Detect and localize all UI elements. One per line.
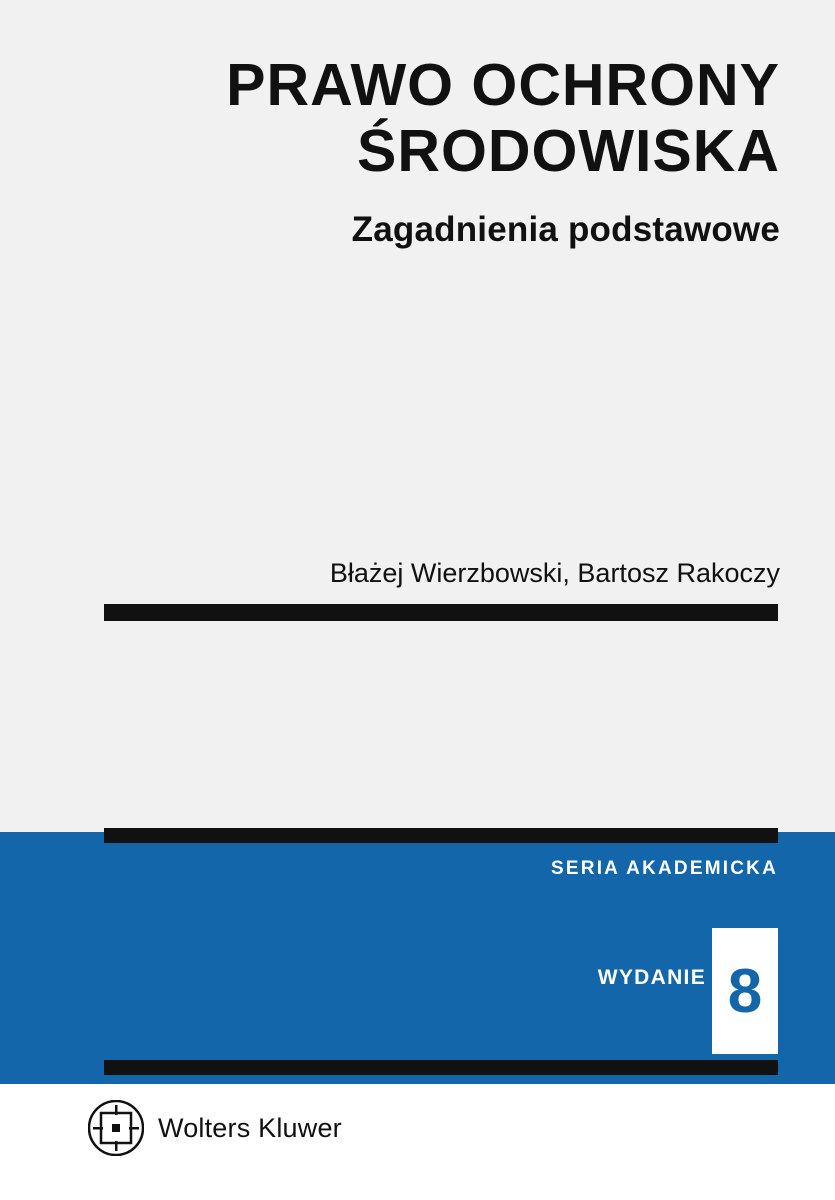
subtitle: Zagadnienia podstawowe: [351, 210, 780, 250]
wolters-kluwer-mark-icon: [88, 1100, 144, 1156]
divider-bottom: [104, 1060, 778, 1075]
edition-label: WYDANIE: [597, 966, 706, 989]
edition-badge: [712, 928, 778, 1054]
title-line-2: ŚRODOWISKA: [357, 118, 780, 185]
divider-series: [104, 828, 778, 843]
divider-authors: [104, 604, 778, 621]
title-line-1: PRAWO OCHRONY: [226, 52, 780, 118]
page-title: [100, 52, 780, 250]
edition-number: 8: [727, 956, 763, 1026]
publisher-logo: [88, 1100, 342, 1156]
authors: Błażej Wierzbowski, Bartosz Rakoczy: [329, 558, 780, 588]
series-label: SERIA AKADEMICKA: [551, 858, 778, 879]
publisher-name: Wolters Kluwer: [158, 1112, 342, 1143]
